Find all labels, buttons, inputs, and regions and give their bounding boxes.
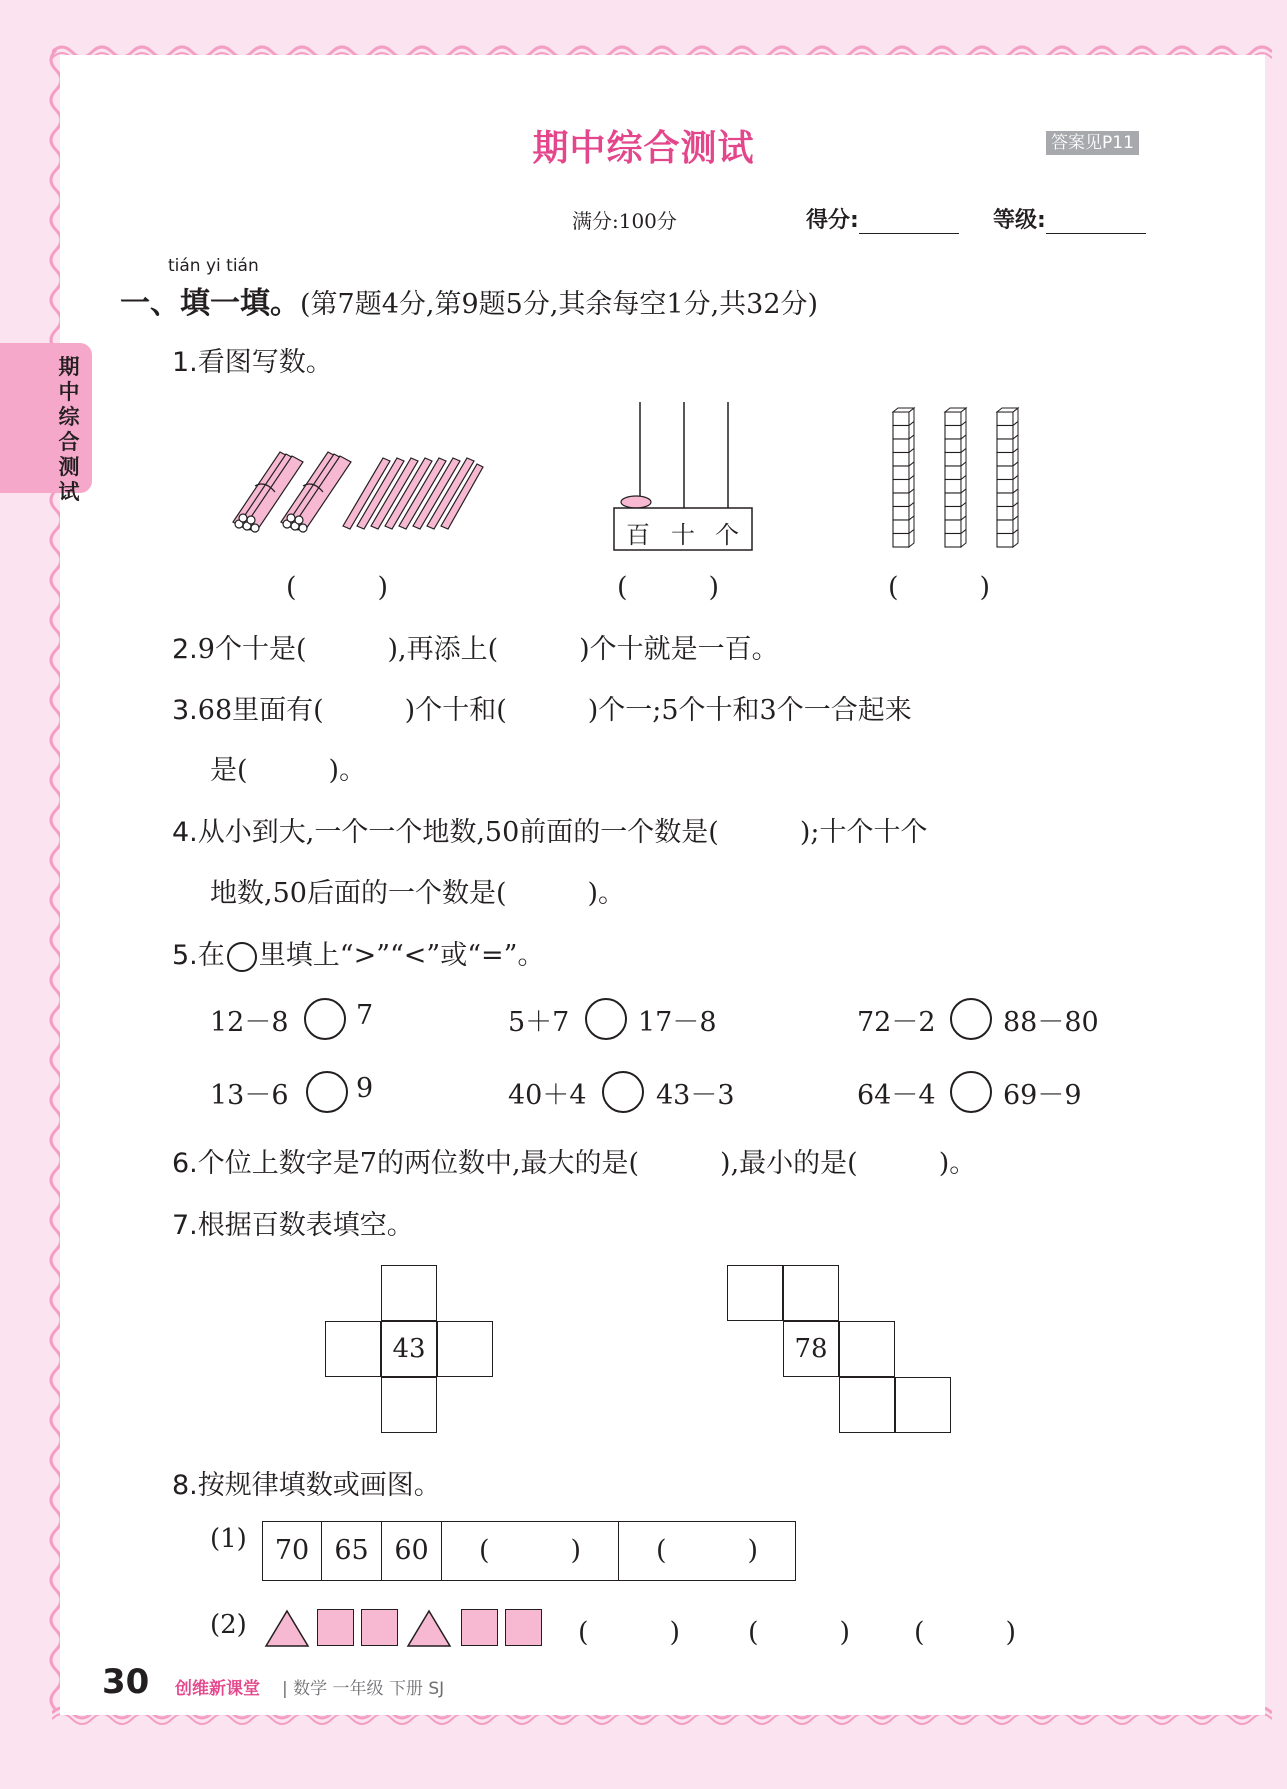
section-heading xyxy=(120,278,818,322)
cube-rod xyxy=(997,408,1018,547)
compare-4-right: 9 xyxy=(356,1073,374,1104)
square-icon xyxy=(461,1609,498,1646)
section-pinyin: tián yi tián xyxy=(168,256,259,276)
grid-b-r1c2[interactable] xyxy=(783,1265,839,1321)
grid-b-center: 78 xyxy=(783,1321,839,1377)
question-text-b: 里填上“>”“<”或“=”。 xyxy=(258,940,545,971)
question-number: 5. xyxy=(172,940,198,971)
answer-reference-badge: 答案见P11 xyxy=(1046,131,1139,155)
section-title: 一、填一填。 xyxy=(120,286,300,321)
compare-1-left: 12－8 xyxy=(210,1007,289,1038)
abacus-label-hundreds: 百 xyxy=(626,521,650,549)
cube-rod xyxy=(945,408,966,547)
square-icon xyxy=(505,1609,542,1646)
pattern-blank-3[interactable]: ( ) xyxy=(914,1617,1017,1648)
question-4 xyxy=(172,810,927,849)
abacus-label-ones: 个 xyxy=(715,521,739,549)
question-text: 看图写数。 xyxy=(197,347,333,378)
question-text: 根据百数表填空。 xyxy=(197,1210,414,1241)
question-number: 7. xyxy=(172,1210,198,1241)
compare-5-left: 40＋4 xyxy=(508,1080,587,1111)
compare-2-right: 17－8 xyxy=(638,1007,717,1038)
compare-6-circle[interactable] xyxy=(950,1071,992,1113)
compare-2-circle[interactable] xyxy=(585,998,627,1040)
full-score-label: 满分:100分 xyxy=(572,209,677,233)
page-title: 期中综合测试 xyxy=(532,128,755,169)
number-sequence-table xyxy=(262,1521,796,1581)
answer-blank-1b[interactable]: ( ) xyxy=(617,572,720,603)
compare-5-right: 43－3 xyxy=(656,1080,735,1111)
triangle-icon xyxy=(263,1608,311,1650)
compare-3-left: 72－2 xyxy=(857,1007,936,1038)
part-1-label: (1) xyxy=(210,1524,247,1554)
question-1 xyxy=(172,340,333,379)
compare-6-left: 64－4 xyxy=(857,1080,936,1111)
compare-1-circle[interactable] xyxy=(304,998,346,1040)
question-text-a: 在 xyxy=(197,940,225,971)
square-icon xyxy=(317,1609,354,1646)
compare-2-left: 5＋7 xyxy=(508,1007,570,1038)
grade-blank[interactable] xyxy=(1046,211,1146,234)
sequence-cell: 65 xyxy=(322,1522,382,1580)
side-tab xyxy=(0,343,92,504)
compare-6-right: 69－9 xyxy=(1003,1080,1082,1111)
footer-brand: 创维新课堂 xyxy=(175,1679,260,1699)
grid-b-r1c1[interactable] xyxy=(727,1265,783,1321)
question-4-line2: 地数,50后面的一个数是( )。 xyxy=(210,878,626,909)
grid-a-right[interactable] xyxy=(437,1321,493,1377)
compare-5-circle[interactable] xyxy=(602,1071,644,1113)
answer-blank-1a[interactable]: ( ) xyxy=(286,572,389,603)
answer-blank-1c[interactable]: ( ) xyxy=(888,572,991,603)
abacus-bead xyxy=(621,496,651,508)
score-label: 得分: xyxy=(806,208,859,233)
question-number: 8. xyxy=(172,1470,198,1501)
circle-icon xyxy=(227,942,257,972)
pattern-blank-2[interactable]: ( ) xyxy=(748,1617,851,1648)
question-text: 个位上数字是7的两位数中,最大的是( ),最小的是( )。 xyxy=(197,1148,977,1179)
question-number: 1. xyxy=(172,347,198,378)
question-text-line1: 68里面有( )个十和( )个一;5个十和3个一合起来 xyxy=(197,695,912,726)
compare-4-circle[interactable] xyxy=(306,1071,348,1113)
single-sticks xyxy=(343,458,483,529)
score-field[interactable] xyxy=(806,203,959,234)
question-text: 按规律填数或画图。 xyxy=(197,1470,441,1501)
compare-3-circle[interactable] xyxy=(950,998,992,1040)
question-8 xyxy=(172,1463,441,1502)
question-3-line2: 是( )。 xyxy=(210,755,367,786)
pattern-blank-1[interactable]: ( ) xyxy=(578,1617,681,1648)
grid-b-r2c3[interactable] xyxy=(839,1321,895,1377)
question-6 xyxy=(172,1141,976,1180)
grid-a-left[interactable] xyxy=(325,1321,381,1377)
compare-1-right: 7 xyxy=(356,1000,374,1031)
question-5 xyxy=(172,933,544,972)
cube-rod xyxy=(893,408,914,547)
question-2 xyxy=(172,627,779,666)
page-number: 30 xyxy=(102,1662,150,1702)
part-2-label: (2) xyxy=(210,1610,247,1640)
grid-a-center: 43 xyxy=(381,1321,437,1377)
question-3 xyxy=(172,688,912,727)
sticks-bundles-image xyxy=(225,440,485,535)
section-score-note: (第7题4分,第9题5分,其余每空1分,共32分) xyxy=(300,289,819,320)
sequence-cell: 60 xyxy=(382,1522,442,1580)
grid-a-top[interactable] xyxy=(381,1265,437,1321)
question-number: 6. xyxy=(172,1148,198,1179)
sequence-blank[interactable]: ( ) xyxy=(442,1522,619,1580)
sequence-blank[interactable]: ( ) xyxy=(655,1535,759,1566)
cube-rods-image xyxy=(885,404,1025,554)
grid-b-r3c3[interactable] xyxy=(839,1377,895,1433)
question-number: 3. xyxy=(172,695,198,726)
grid-a-bottom[interactable] xyxy=(381,1377,437,1433)
compare-3-right: 88－80 xyxy=(1003,1007,1099,1038)
grade-field[interactable] xyxy=(993,203,1146,234)
triangle-icon xyxy=(405,1608,453,1650)
side-tab-label: 期中综合测试 xyxy=(58,355,80,504)
question-number: 4. xyxy=(172,817,198,848)
score-blank[interactable] xyxy=(859,211,959,234)
sequence-cell: 70 xyxy=(263,1522,322,1580)
footer-book-info: | 数学 一年级 下册 SJ xyxy=(282,1679,445,1699)
square-icon xyxy=(361,1609,398,1646)
question-text-line1: 从小到大,一个一个地数,50前面的一个数是( );十个十个 xyxy=(197,817,928,848)
grid-b-r3c4[interactable] xyxy=(895,1377,951,1433)
question-7 xyxy=(172,1203,414,1242)
compare-4-left: 13－6 xyxy=(210,1080,289,1111)
grade-label: 等级: xyxy=(993,208,1046,233)
abacus-label-tens: 十 xyxy=(671,521,695,549)
question-number: 2. xyxy=(172,634,198,665)
question-text: 9个十是( ),再添上( )个十就是一百。 xyxy=(197,634,779,665)
